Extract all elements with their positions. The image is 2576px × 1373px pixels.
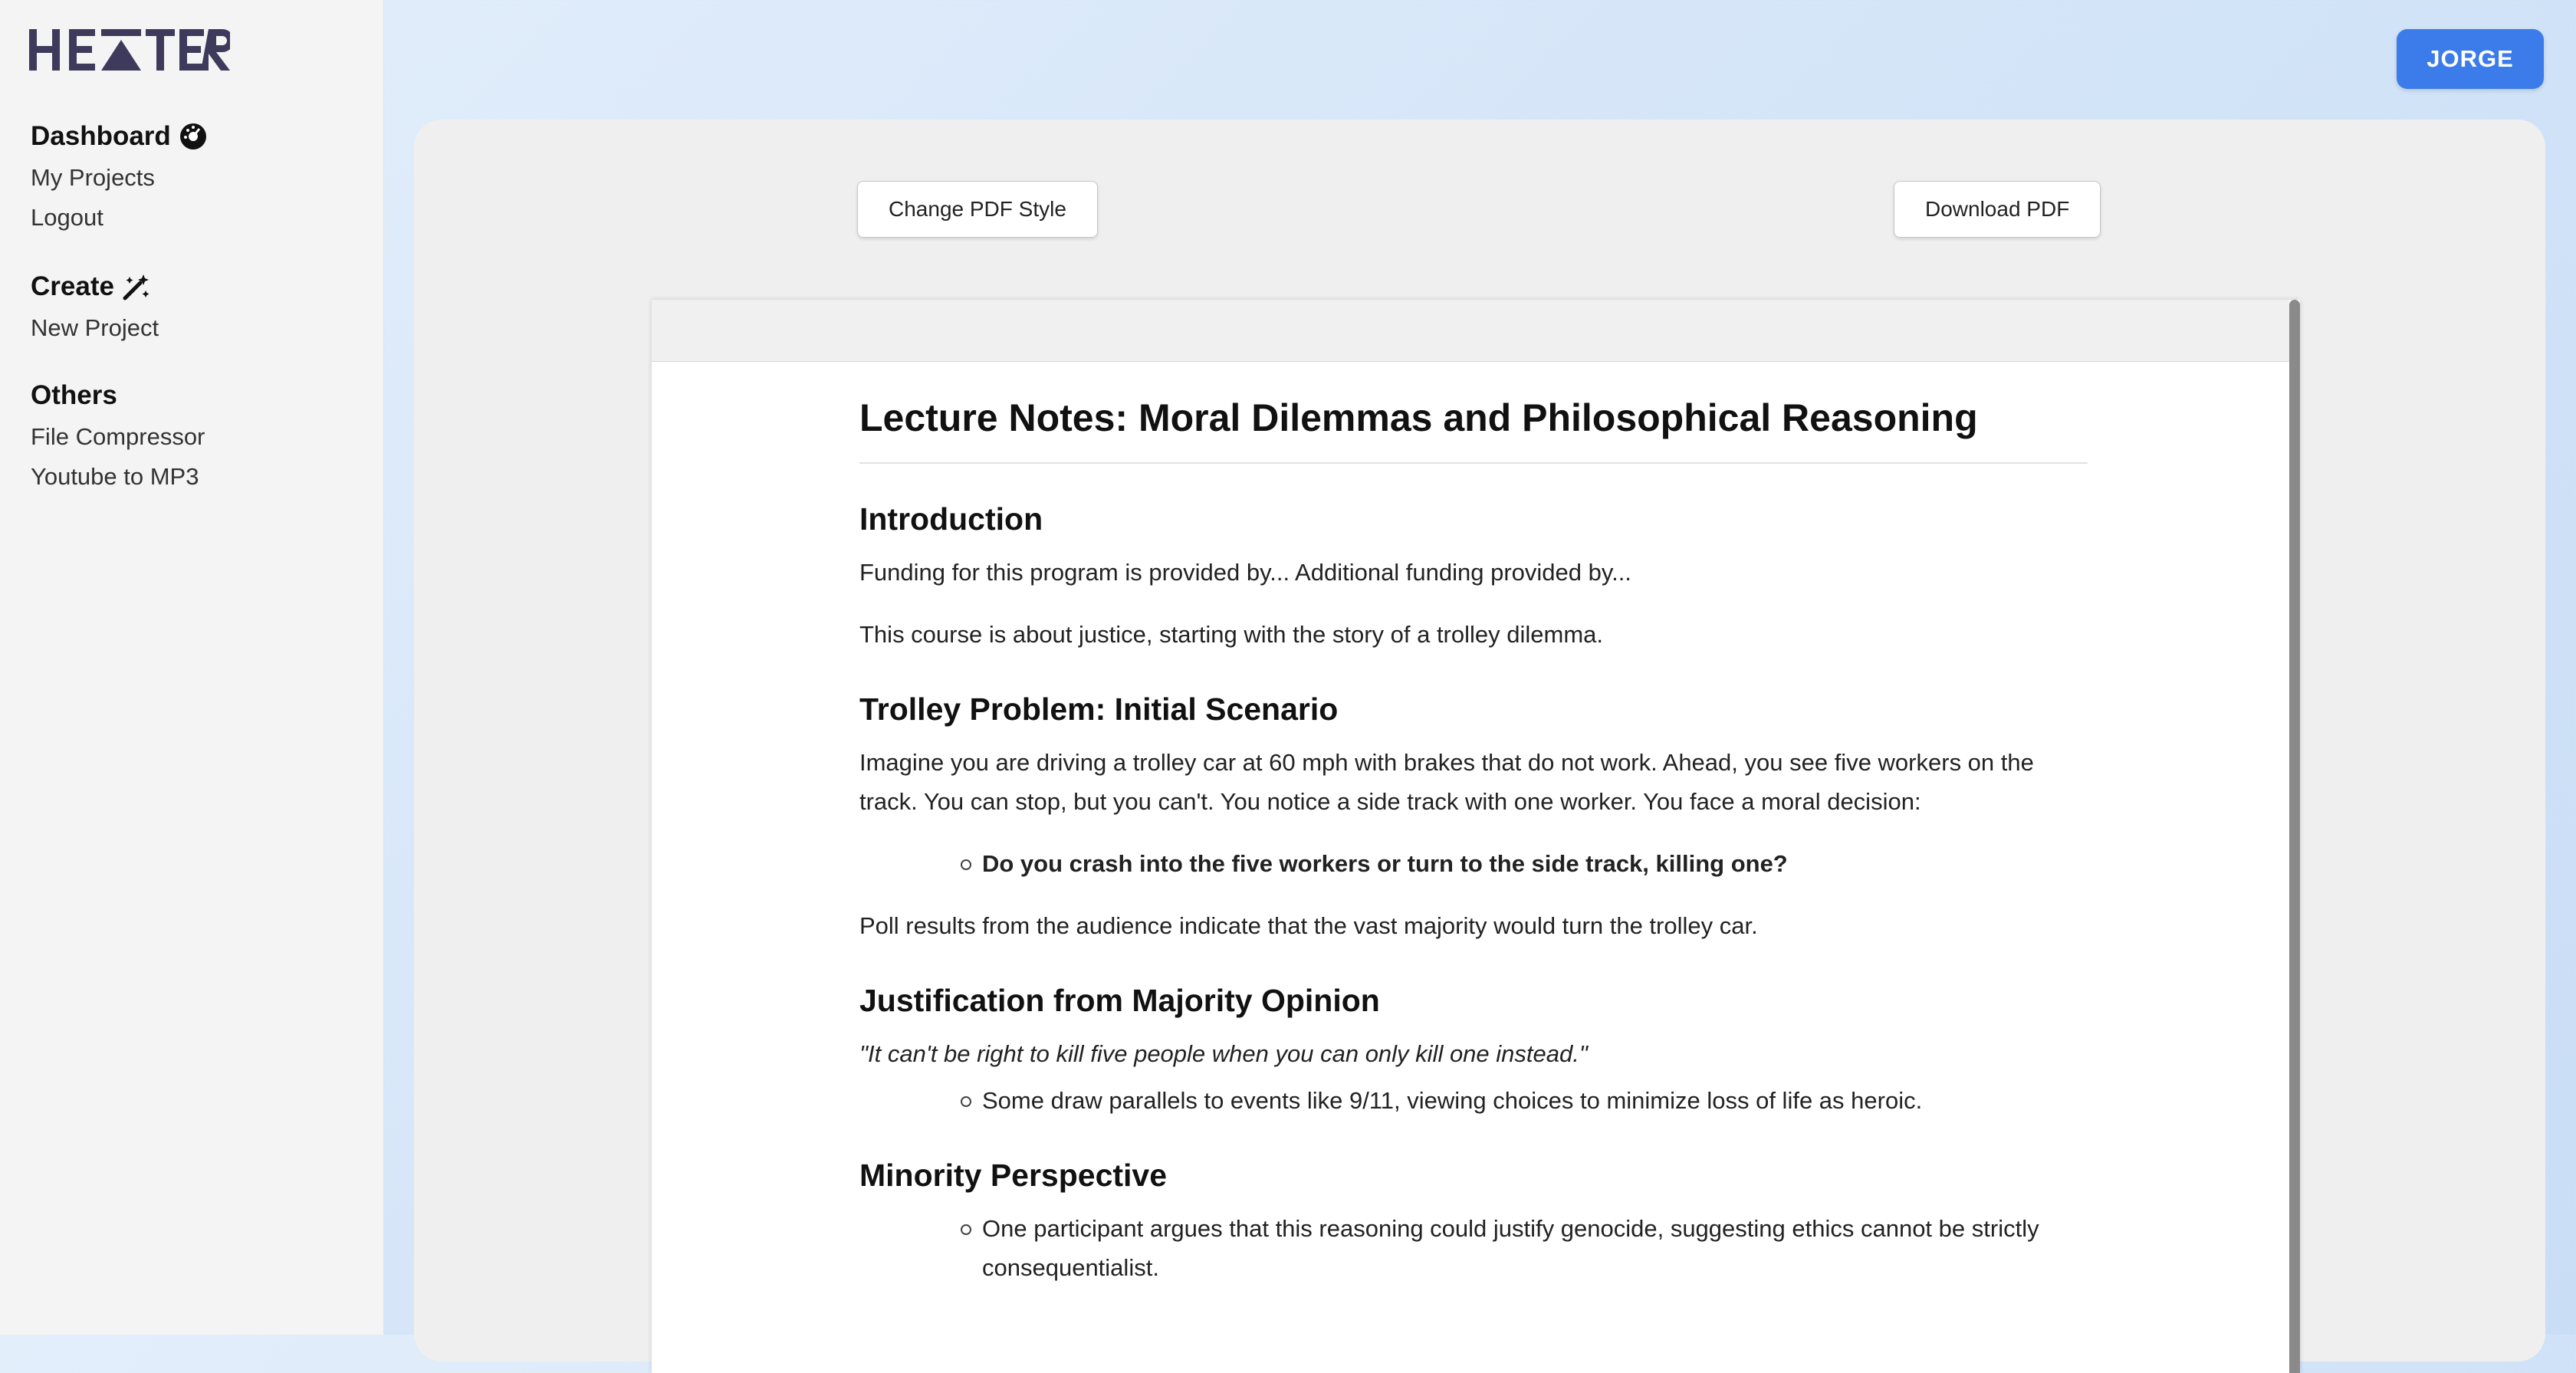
section-heading-majority: Justification from Majority Opinion	[859, 983, 1380, 1018]
list-item: Do you crash into the five workers or turn to the side track, killing one?	[982, 844, 2088, 883]
sidebar-section-create	[31, 271, 159, 342]
sidebar	[0, 0, 384, 1335]
sidebar-item-new-project[interactable]: New Project	[31, 314, 159, 341]
pdf-preview-toolbar	[652, 300, 2289, 362]
section-heading-minority: Minority Perspective	[859, 1158, 1168, 1193]
bullet-list	[859, 1081, 2088, 1120]
sidebar-section-others	[31, 380, 205, 491]
sidebar-heading-create: Create	[31, 271, 114, 301]
pdf-preview[interactable]	[652, 300, 2300, 1373]
main-panel	[414, 120, 2545, 1362]
magic-wand-icon	[122, 272, 151, 301]
paragraph: Poll results from the audience indicate that the vast majority would turn the trolley car.	[859, 912, 1758, 939]
section-heading-introduction: Introduction	[859, 501, 1043, 537]
quote: "It can't be right to kill five people when you can only kill one instead."	[859, 1040, 1588, 1067]
section-heading-trolley: Trolley Problem: Initial Scenario	[859, 691, 1339, 727]
sidebar-item-my-projects[interactable]: My Projects	[31, 164, 155, 191]
document-title: Lecture Notes: Moral Dilemmas and Philosophical Reasoning	[859, 395, 2088, 464]
heater-logo[interactable]	[29, 26, 230, 75]
dashboard-gauge-icon	[179, 122, 208, 151]
bullet-list	[859, 1209, 2088, 1287]
sidebar-item-file-compressor[interactable]: File Compressor	[31, 423, 205, 450]
list-item: One participant argues that this reasoning could justify genocide, suggesting ethics cannot be strictly consequentialist.	[982, 1209, 2088, 1287]
paragraph: Imagine you are driving a trolley car at 60 mph with brakes that do not work. Ahead, you see five workers on the track. You can stop, but you can't. You notice a side track with one worker. You face a moral decision:	[859, 749, 2034, 815]
document-body	[859, 361, 2088, 1310]
sidebar-item-logout[interactable]: Logout	[31, 204, 104, 231]
pdf-preview-scrollbar[interactable]	[2289, 300, 2300, 1373]
sidebar-heading-others: Others	[31, 380, 117, 410]
sidebar-section-dashboard	[31, 121, 208, 232]
sidebar-item-youtube-to-mp3[interactable]: Youtube to MP3	[31, 463, 199, 490]
paragraph: This course is about justice, starting with the story of a trolley dilemma.	[859, 621, 1604, 648]
bullet-list	[859, 844, 2088, 883]
sidebar-heading-dashboard: Dashboard	[31, 121, 171, 151]
list-item: Some draw parallels to events like 9/11, viewing choices to minimize loss of life as heroic.	[982, 1081, 2088, 1120]
user-menu-button[interactable]: JORGE	[2397, 29, 2544, 89]
download-pdf-button[interactable]: Download PDF	[1894, 181, 2101, 238]
change-pdf-style-button[interactable]: Change PDF Style	[857, 181, 1098, 238]
paragraph: Funding for this program is provided by... Additional funding provided by...	[859, 559, 1631, 586]
